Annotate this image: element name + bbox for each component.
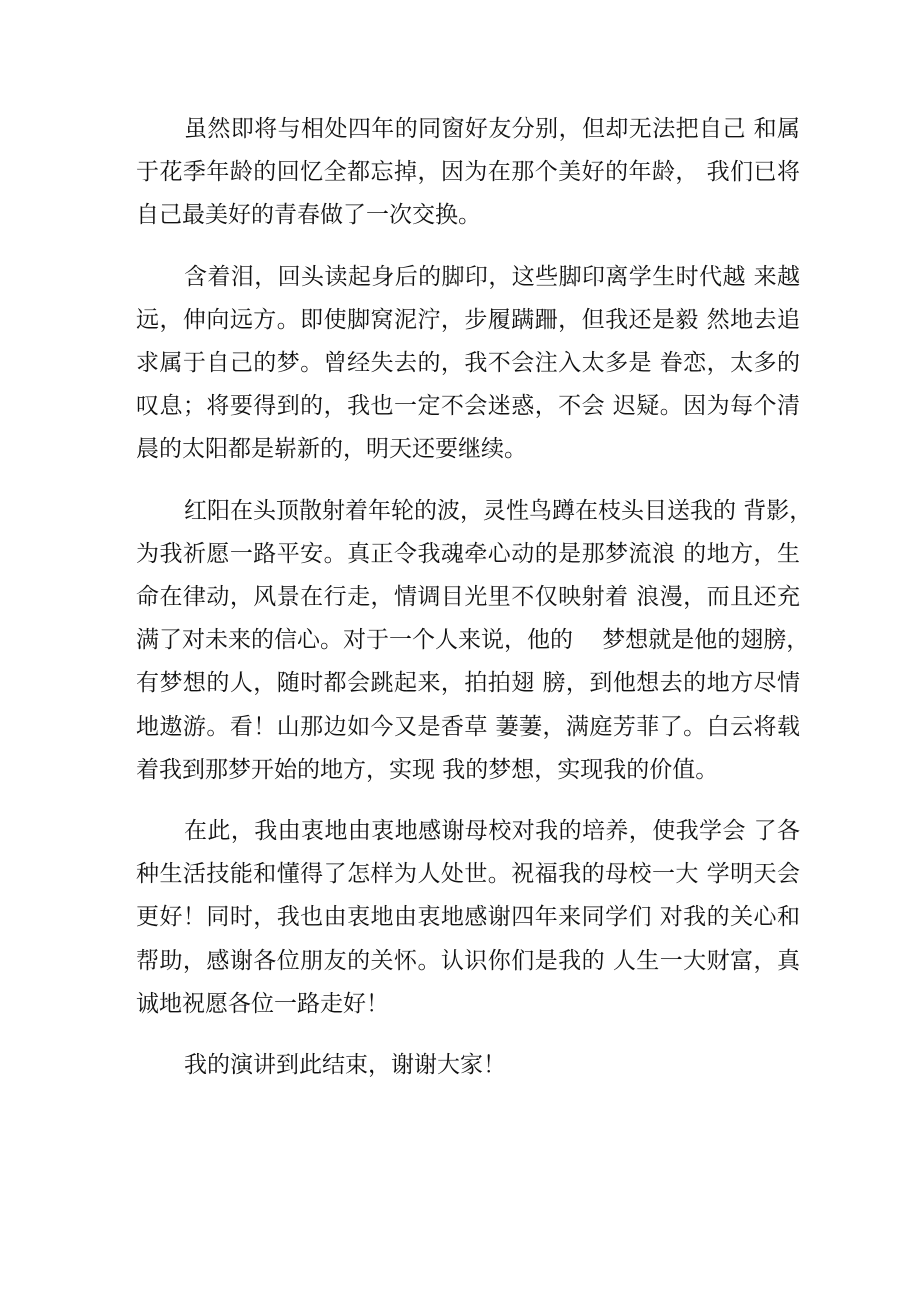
paragraph-4: [136, 810, 800, 1026]
paragraph-line: 红阳在头顶散射着年轮的波，灵性鸟蹲在枝头目送我的 背影，: [184, 497, 813, 524]
paragraph-line: 我的演讲到此结束，谢谢大家！: [184, 1052, 506, 1079]
paragraph-line: 为我祈愿一路平安。真正令我魂牵心动的是那梦流浪 的地方，生: [136, 540, 800, 567]
paragraph-line: 着我到那梦开始的地方，实现 我的梦想，实现我的价值。: [136, 756, 719, 783]
document-body: [136, 108, 813, 1105]
paragraph-line: 求属于自己的梦。曾经失去的，我不会注入太多是 眷恋，太多的: [136, 350, 800, 377]
paragraph-line: 叹息；将要得到的，我也一定不会迷惑，不会 迟疑。因为每个清: [136, 393, 800, 420]
paragraph-line: 更好！同时，我也由衷地由衷地感谢四年来同学们 对我的关心和: [136, 904, 800, 931]
paragraph-line: 晨的太阳都是崭新的，明天还要继续。: [136, 436, 527, 463]
paragraph-2: [136, 256, 800, 472]
paragraph-line: 在此，我由衷地由衷地感谢母校对我的培养，使我学会 了各: [184, 818, 800, 845]
paragraph-line: 诚地祝愿各位一路走好！: [136, 990, 389, 1017]
paragraph-line: 种生活技能和懂得了怎样为人处世。祝福我的母校一大 学明天会: [136, 861, 800, 888]
paragraph-5: [136, 1044, 800, 1087]
paragraph-line: 虽然即将与相处四年的同窗好友分别，但却无法把自己 和属: [184, 116, 800, 142]
paragraph-line: 地遨游。看！山那边如今又是香草 萋萋，满庭芳菲了。白云将载: [136, 713, 800, 740]
paragraph-line: 于花季年龄的回忆全都忘掉，因为在那个美好的年龄， 我们已将: [136, 159, 800, 186]
paragraph-line: 命在律动，风景在行走，情调目光里不仅映射着 浪漫，而且还充: [136, 584, 800, 611]
paragraph-line: 帮助，感谢各位朋友的关怀。认识你们是我的 人生一大财富，真: [136, 947, 800, 974]
paragraph-1: [136, 108, 800, 238]
paragraph-line: 含着泪，回头读起身后的脚印，这些脚印离学生时代越 来越: [184, 263, 800, 290]
paragraph-line: 满了对未来的信心。对于一个人来说，他的 梦想就是他的翅膀，: [136, 627, 810, 654]
paragraph-line: 自己最美好的青春做了一次交换。: [136, 202, 481, 229]
paragraph-3: [136, 490, 813, 792]
paragraph-line: 远，伸向远方。即使脚窝泥泞，步履蹒跚，但我还是毅 然地去追: [136, 306, 800, 333]
paragraph-line: 有梦想的人，随时都会跳起来，拍拍翅 膀，到他想去的地方尽情: [136, 670, 800, 697]
